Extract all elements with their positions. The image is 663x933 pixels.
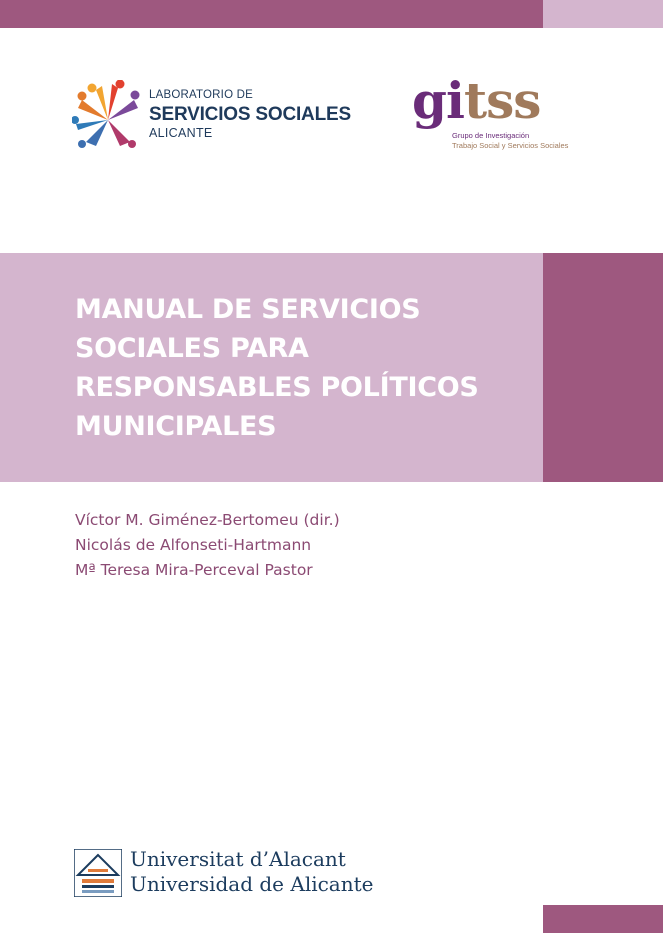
author-1: Víctor M. Giménez-Bertomeu (dir.) (75, 511, 340, 529)
gitss-wordmark (412, 71, 541, 130)
top-decor-bar (0, 0, 543, 28)
lab-logo-line3: ALICANTE (149, 125, 213, 140)
title-side-block (543, 253, 663, 482)
author-list (75, 508, 340, 583)
university-emblem-icon (74, 849, 122, 897)
gitss-logo (412, 71, 592, 156)
lab-logo-line2: SERVICIOS SOCIALES (149, 103, 351, 125)
gitss-wordmark-b: tss (463, 71, 541, 130)
people-figures-icon (72, 80, 144, 150)
university-name-valenciano: Universitat d’Alacant (130, 847, 346, 871)
gitss-wordmark-a: gi (412, 71, 464, 130)
author-2: Nicolás de Alfonseti-Hartmann (75, 536, 312, 554)
lab-servicios-sociales-logo (72, 80, 372, 150)
gitss-subtitle-1: Grupo de Investigación (452, 131, 530, 140)
lab-logo-line1: LABORATORIO DE (149, 89, 253, 101)
lab-logo-text (149, 90, 351, 139)
bottom-decor-bar (543, 905, 663, 933)
university-names (130, 847, 374, 897)
gitss-subtitle-2: Trabajo Social y Servicios Sociales (452, 141, 569, 150)
top-decor-bar-light (543, 0, 663, 28)
university-name-castellano: Universidad de Alicante (130, 872, 374, 896)
author-3: Mª Teresa Mira-Perceval Pastor (75, 561, 313, 579)
book-title: MANUAL DE SERVICIOS SOCIALES PARA RESPONSABLES POLÍTICOS MUNICIPALES (75, 294, 479, 442)
universidad-alicante-logo (74, 847, 394, 899)
